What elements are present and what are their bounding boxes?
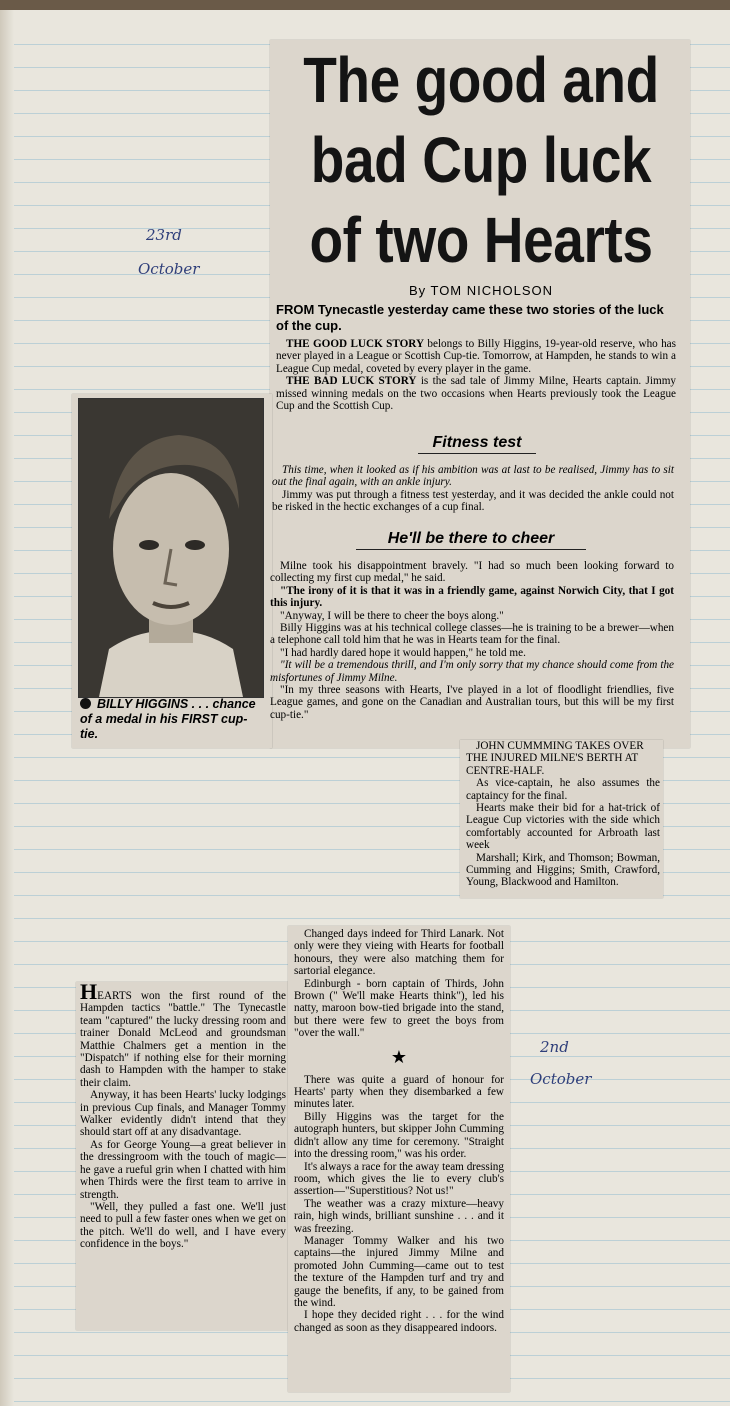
bullet-icon [80, 698, 91, 709]
paragraph-hardly-dared: "I had hardly dared hope it would happen," he told me. [280, 646, 526, 659]
paragraph-milne: Milne took his disappointment bravely. "I had so much been looking forward to collecting my first cup medal," he said. [270, 560, 674, 585]
paragraph-lucky-lodgings: Anyway, it has been Hearts' lucky lodgings in previous Cup finals, and Manager Tommy Walker evidently didn't intend that they should start off at any disadvantage. [80, 1089, 286, 1139]
paragraph-wind: I hope they decided right . . . for the wind changed as soon as they disappeared indoors. [294, 1309, 504, 1334]
paragraph-guard-of-honour: There was quite a guard of honour for Hearts' party when they disembarked a few minutes later. [294, 1073, 504, 1111]
paragraph-team-lineup: Marshall; Kirk, and Thomson; Bowman, Cumming and Higgins; Smith, Crawford, Young, Blackwood and Hamilton. [466, 851, 660, 889]
paragraph-autograph: Billy Higgins was the target for the autograph hunters, but skipper John Cumming didn't allow any time for ceremony. "Straight into the dressing room," was his order. [294, 1110, 504, 1161]
paragraph-hearts-won: HEARTS won the first round of the Hampden tactics "battle." The Tynecastle team "captured" the lucky dressing room and trainer Donald McLeod and groundsman Matthie Chalmers get a mention in the "Dispatch" if nothing else for their morning dash to Hampden with the hamper to stake their claim. [80, 979, 286, 1089]
intro-paragraph: FROM Tynecastle yesterday came these two stories of the luck of the cup. [276, 302, 664, 333]
bad-luck-paragraph: THE BAD LUCK STORY is the sad tale of Jimmy Milne, Hearts captain. Jimmy missed winning medals on the two occasions when Hearts previously took the League Cup and the Scottish Cup. [276, 375, 676, 413]
paragraph-weather: The weather was a crazy mixture—heavy rain, high winds, brilliant sunshine . . . and it was freezing. [294, 1197, 504, 1235]
paragraph-three-seasons: "In my three seasons with Hearts, I've played in a lot of floodlight friendlies, five League games, and gone on the Canadian and Australian tours, but this will be my first cup-tie." [270, 684, 674, 721]
paragraph-irony: "The irony of it is that it was in a friendly game, against Norwich City, that I got this injury. [270, 584, 674, 610]
paragraph-george-young: As for George Young—a great believer in the dressingroom with the touch of magic—he gave a rueful grin when I chatted with him when Thirds were the first team to arrive in strength. [80, 1138, 286, 1201]
hampden-column-right [294, 928, 504, 1334]
good-luck-paragraph: THE GOOD LUCK STORY belongs to Billy Higgins, 19-year-old reserve, who has never played in a League or Scottish Cup-tie. Tomorrow, at Hampden, he stands to win a League Cup medal, coveted by every player in the game. [276, 338, 676, 375]
story-tail [466, 740, 660, 889]
paragraph-changed-days: Changed days indeed for Third Lanark. Not only were they vieing with Hearts for football honours, they were also matching them for sartorial elegance. [294, 928, 504, 978]
story-fitness [272, 464, 674, 514]
handwritten-month-left: October [138, 260, 200, 278]
handwritten-date-right: 2nd [540, 1038, 569, 1056]
player-photo [78, 398, 264, 698]
story-cheer [270, 560, 674, 721]
byline: By TOM NICHOLSON [408, 283, 554, 298]
paragraph-vice-captain: As vice-captain, he also assumes the captaincy for the final. [466, 777, 660, 802]
headline: The good and bad Cup luck of two Hearts [303, 44, 659, 276]
paragraph-fast-one: "Well, they pulled a fast one. We'll just need to pull a few faster ones when we get on the pitch. We'll do well, and I have every confidence in the boys." [80, 1200, 286, 1251]
handwritten-month-right: October [530, 1070, 592, 1088]
story-upper [276, 338, 676, 412]
paragraph-higgins-college: Billy Higgins was at his technical college classes—he is training to be a brewer—when a telephone call told him that he was in Hearts team for the final. [270, 622, 674, 647]
hampden-column-left [80, 979, 286, 1251]
subheading-fitness-test: Fitness test [418, 434, 536, 454]
paragraph-hat-trick: Hearts make their bid for a hat-trick of League Cup victories with the side which comfortably accounted for Arbroath last week [466, 802, 660, 852]
handwritten-date-left: 23rd [146, 226, 182, 244]
subheading-cheer: He'll be there to cheer [356, 530, 586, 550]
paragraph-realised: This time, when it looked as if his ambition was at last to be realised, Jimmy has to sit out the final again, with an ankle injury. [272, 464, 674, 489]
paragraph-thrill: "It will be a tremendous thrill, and I'm only sorry that my chance should come from the misfortunes of Jimmy Milne. [270, 659, 674, 684]
caption-text: chance of a medal in his FIRST cup-tie. [80, 697, 256, 741]
photo-caption [80, 697, 260, 742]
caption-name: BILLY HIGGINS . . . [97, 697, 210, 711]
paragraph-race: It's always a race for the away team dressing room, which gives the lie to every club's assertion—"Superstitious? Not us!" [294, 1160, 504, 1198]
paragraph-john-brown: Edinburgh - born captain of Thirds, John Brown (" We'll make Hearts think"), led his natty, maroon bow-tied brigade into the stand, but there were few to greet the boys from "over the wall." [294, 977, 504, 1040]
paragraph-turf: Manager Tommy Walker and his two captains—the injured Jimmy Milne and promoted John Cumming—came out to test the texture of the Hampden turf and try and gauge the benefits, if any, to be gained from the wind. [294, 1234, 504, 1309]
portrait-illustration [79, 399, 263, 697]
page-binding-edge [0, 10, 14, 1406]
paragraph-cumming-takes-over: JOHN CUMMMING TAKES OVER THE INJURED MILNE'S BERTH AT CENTRE-HALF. [466, 740, 644, 777]
paragraph-anyway: "Anyway, I will be there to cheer the boys along." [280, 609, 504, 622]
paragraph-fitness: Jimmy was put through a fitness test yesterday, and it was decided the ankle could not be risked in the hectic exchanges of a cup final. [272, 488, 674, 514]
star-icon: ★ [390, 1046, 408, 1067]
